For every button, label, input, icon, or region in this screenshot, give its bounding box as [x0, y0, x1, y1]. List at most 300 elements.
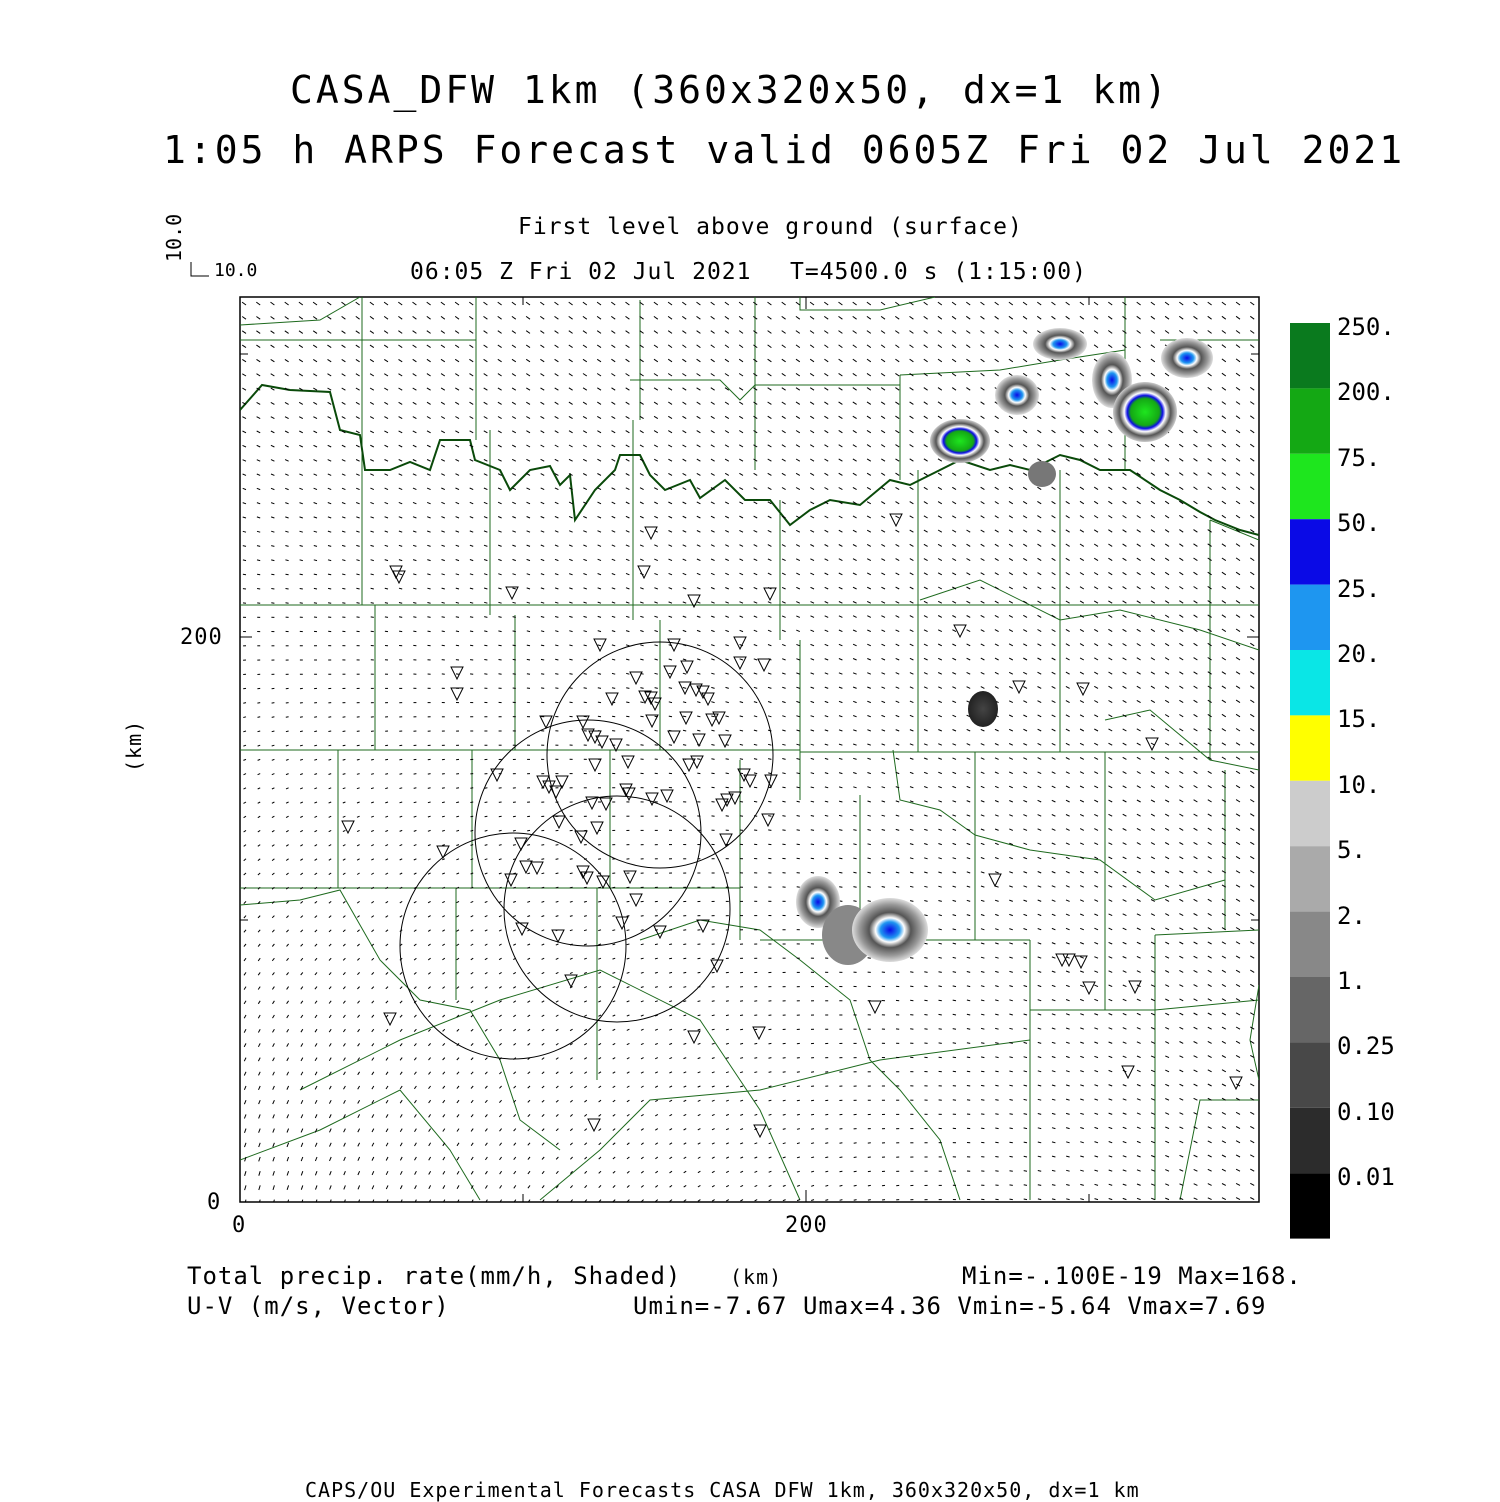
color-bar-label: 5. [1337, 836, 1366, 864]
wind-vector [1010, 1185, 1013, 1186]
wind-vector [669, 759, 672, 760]
wind-vector [442, 802, 445, 803]
wind-vector [825, 844, 828, 845]
wind-vector [343, 745, 346, 746]
wind-vector [541, 645, 544, 646]
wind-vector [442, 788, 445, 789]
wind-vector [953, 1043, 956, 1044]
wind-vector [953, 986, 956, 987]
wind-vector [627, 901, 630, 902]
wind-vector [995, 1071, 998, 1072]
wind-vector [328, 603, 331, 604]
wind-vector [513, 674, 516, 675]
wind-vector [542, 873, 545, 874]
wind-vector [712, 787, 715, 788]
wind-vector [1010, 1156, 1013, 1157]
color-bar-swatch [1290, 519, 1330, 584]
wind-vector [683, 745, 686, 746]
wind-vector [427, 603, 430, 604]
wind-vector [783, 1058, 786, 1059]
wind-vector [541, 859, 544, 860]
wind-vector [797, 844, 800, 845]
wind-vector [967, 1071, 970, 1072]
wind-vector [1010, 1100, 1013, 1101]
wind-vector [853, 887, 856, 888]
wind-vector [612, 916, 615, 917]
wind-vector [555, 688, 558, 689]
wind-vector [698, 1001, 701, 1002]
wind-vector [484, 631, 487, 632]
wind-vector [328, 731, 331, 732]
wind-vector [995, 1142, 998, 1143]
wind-vector [711, 745, 714, 746]
wind-vector [499, 830, 502, 831]
x-tick-200: 200 [785, 1213, 828, 1238]
wind-vector [967, 1014, 970, 1015]
wind-vector [811, 816, 814, 817]
wind-vector [967, 1086, 970, 1087]
wind-vector [541, 674, 544, 675]
wind-vector [584, 887, 587, 888]
wind-vector [272, 731, 275, 732]
wind-vector [555, 674, 558, 675]
wind-vector [570, 887, 573, 888]
wind-vector [797, 858, 800, 859]
wind-vector [924, 943, 927, 944]
y-axis-label: (km) [122, 720, 146, 772]
wind-vector [470, 617, 473, 618]
y-tick-200: 200 [180, 625, 223, 650]
wind-vector [754, 773, 757, 774]
color-bar-label: 10. [1337, 771, 1380, 799]
wind-vector [811, 830, 814, 831]
wind-vector [329, 759, 332, 760]
vector-ref-vertical: 10.0 [162, 214, 186, 262]
wind-vector [385, 617, 388, 618]
wind-vector [598, 916, 601, 917]
wind-vector [456, 816, 459, 817]
wind-vector [839, 872, 842, 873]
wind-vector [669, 716, 672, 717]
wind-vector [641, 944, 644, 945]
wind-vector [782, 787, 785, 788]
wind-vector [527, 659, 530, 660]
wind-vector [782, 801, 785, 802]
wind-vector [655, 730, 658, 731]
wind-vector [811, 1143, 814, 1144]
wind-vector [797, 1086, 800, 1087]
wind-vector [1024, 1185, 1027, 1186]
wind-vector [967, 1043, 970, 1044]
color-bar-swatch [1290, 585, 1330, 650]
wind-vector [442, 617, 445, 618]
wind-vector [541, 659, 544, 660]
wind-vector [797, 801, 800, 802]
wind-vector [953, 1057, 956, 1058]
wind-vector [626, 702, 629, 703]
wind-vector [683, 972, 686, 973]
wind-vector [797, 816, 800, 817]
color-bar-swatch [1290, 781, 1330, 846]
color-bar-swatch [1290, 1042, 1330, 1107]
wind-vector [342, 603, 345, 604]
color-bar-swatch [1290, 454, 1330, 519]
wind-vector [470, 631, 473, 632]
wind-vector [484, 645, 487, 646]
wind-vector [371, 774, 374, 775]
wind-vector [641, 916, 644, 917]
wind-vector [641, 958, 644, 959]
wind-vector [1024, 1199, 1027, 1200]
wind-vector [612, 901, 615, 902]
wind-vector [740, 802, 743, 803]
wind-vector [1024, 1128, 1027, 1129]
min-max-stats: Min=-.100E-19 Max=168. [962, 1262, 1302, 1290]
wind-vector [428, 631, 431, 632]
wind-vector [726, 1015, 729, 1016]
wind-vector [811, 873, 814, 874]
wind-vector [924, 1015, 927, 1016]
wind-vector [257, 574, 260, 575]
wind-vector [1038, 1199, 1041, 1200]
wind-vector [811, 1157, 814, 1158]
wind-vector [513, 830, 516, 831]
wind-vector [981, 1043, 984, 1044]
wind-vector [740, 1015, 743, 1016]
wind-vector [769, 1058, 772, 1059]
wind-vector [640, 702, 643, 703]
wind-vector [598, 901, 601, 902]
wind-vector [641, 930, 644, 931]
wind-vector [598, 702, 601, 703]
wind-vector [939, 986, 942, 987]
wind-vector [258, 731, 261, 732]
wind-vector [655, 702, 658, 703]
wind-vector [627, 944, 630, 945]
wind-vector [840, 1143, 843, 1144]
wind-vector [456, 631, 459, 632]
wind-vector [740, 1058, 743, 1059]
wind-vector [683, 730, 686, 731]
wind-vector [569, 674, 572, 675]
credit-line: CAPS/OU Experimental Forecasts CASA DFW 1km, 360x320x50, dx=1 km [305, 1478, 1140, 1502]
y-tick-0: 0 [207, 1190, 221, 1215]
wind-vector [300, 589, 303, 590]
wind-vector [797, 1114, 800, 1115]
wind-vector [385, 603, 388, 604]
wind-vector [243, 717, 246, 718]
wind-vector [840, 1171, 843, 1172]
wind-vector [853, 872, 856, 873]
wind-vector [768, 816, 771, 817]
wind-vector [669, 745, 672, 746]
wind-vector [314, 745, 317, 746]
wind-vector [655, 972, 658, 973]
wind-vector [683, 958, 686, 959]
wind-vector [839, 887, 842, 888]
wind-vector [854, 1171, 857, 1172]
wind-vector [271, 560, 274, 561]
wind-vector [612, 688, 615, 689]
wind-vector [910, 986, 913, 987]
wind-vector [825, 1114, 828, 1115]
wind-vector [854, 1185, 857, 1186]
wind-vector [924, 986, 927, 987]
color-bar-label: 75. [1337, 444, 1380, 472]
wind-vector [783, 1072, 786, 1073]
wind-vector [584, 901, 587, 902]
wind-vector [698, 958, 701, 959]
wind-vector [626, 731, 629, 732]
wind-vector [513, 816, 516, 817]
wind-vector [612, 887, 615, 888]
wind-vector [556, 845, 559, 846]
wind-vector [499, 845, 502, 846]
wind-vector [712, 972, 715, 973]
wind-vector [726, 759, 729, 760]
wind-vector [527, 830, 530, 831]
wind-vector [442, 816, 445, 817]
wind-vector [995, 1100, 998, 1101]
wind-vector [356, 588, 359, 589]
wind-vector [698, 972, 701, 973]
wind-vector [385, 759, 388, 760]
color-bar-swatch [1290, 846, 1330, 911]
color-bar-swatch [1290, 388, 1330, 453]
wind-vector [314, 731, 317, 732]
wind-vector [1010, 1128, 1013, 1129]
wind-vector [329, 745, 332, 746]
wind-vector [314, 574, 317, 575]
wind-vector [740, 787, 743, 788]
wind-vector [697, 759, 700, 760]
wind-vector [981, 1071, 984, 1072]
wind-vector [711, 759, 714, 760]
wind-vector [783, 1100, 786, 1101]
wind-vector [569, 659, 572, 660]
wind-vector [598, 887, 601, 888]
wind-vector [257, 560, 260, 561]
wind-vector [726, 787, 729, 788]
wind-vector [456, 802, 459, 803]
color-bar-label: 250. [1337, 313, 1395, 341]
wind-vector [1010, 1171, 1013, 1172]
wind-vector [1010, 1199, 1013, 1200]
wind-vector [655, 958, 658, 959]
wind-vector [371, 603, 374, 604]
wind-vector [683, 716, 686, 717]
wind-vector [527, 845, 530, 846]
wind-vector [967, 1100, 970, 1101]
wind-vector [712, 1029, 715, 1030]
wind-vector [243, 560, 246, 561]
wind-vector [697, 730, 700, 731]
color-bar-swatch [1290, 977, 1330, 1042]
wind-vector [399, 631, 402, 632]
wind-vector [385, 774, 388, 775]
wind-vector [541, 688, 544, 689]
wind-vector [782, 816, 785, 817]
wind-vector [811, 1100, 814, 1101]
wind-vector [314, 588, 317, 589]
field-label-precip: Total precip. rate(mm/h, Shaded) [187, 1262, 681, 1290]
wind-vector [456, 617, 459, 618]
wind-vector [640, 716, 643, 717]
wind-vector [371, 759, 374, 760]
wind-vector [385, 588, 388, 589]
wind-vector [953, 1029, 956, 1030]
wind-vector [513, 631, 516, 632]
wind-vector [910, 1000, 913, 1001]
wind-vector [271, 574, 274, 575]
vector-ref-horizontal: 10.0 [214, 260, 257, 281]
wind-vector [399, 759, 402, 760]
wind-vector [981, 1085, 984, 1086]
wind-vector [371, 617, 374, 618]
wind-vector [953, 1071, 956, 1072]
wind-vector [853, 901, 856, 902]
wind-vector [541, 845, 544, 846]
wind-vector [257, 703, 260, 704]
wind-vector [456, 645, 459, 646]
wind-vector [612, 716, 615, 717]
wind-vector [498, 631, 501, 632]
color-bar-swatch [1290, 650, 1330, 715]
wind-vector [825, 1143, 828, 1144]
wind-vector [1010, 1114, 1013, 1115]
color-bar-label: 1. [1337, 967, 1366, 995]
wind-vector [626, 716, 629, 717]
wind-vector [343, 731, 346, 732]
wind-vector [570, 873, 573, 874]
wind-vector [414, 774, 417, 775]
wind-vector [556, 873, 559, 874]
wind-vector [414, 788, 417, 789]
color-bar-label: 50. [1337, 509, 1380, 537]
wind-vector [854, 1157, 857, 1158]
wind-vector [258, 717, 261, 718]
wind-vector [825, 858, 828, 859]
wind-vector [1038, 1171, 1041, 1172]
wind-vector [513, 845, 516, 846]
wind-vector [882, 887, 885, 888]
wind-vector [995, 1128, 998, 1129]
wind-vector [328, 574, 331, 575]
wind-vector [471, 816, 474, 817]
color-bar-swatch [1290, 1108, 1330, 1173]
wind-vector [243, 703, 246, 704]
wind-vector [726, 1001, 729, 1002]
wind-vector [527, 859, 530, 860]
wind-vector [712, 1015, 715, 1016]
wind-vector [300, 745, 303, 746]
wind-vector [641, 731, 644, 732]
wind-vector [1024, 1142, 1027, 1143]
wind-vector [286, 731, 289, 732]
wind-vector [371, 745, 374, 746]
wind-vector [669, 958, 672, 959]
wind-vector [286, 574, 289, 575]
wind-vector [740, 1029, 743, 1030]
wind-vector [342, 588, 345, 589]
wind-vector [286, 589, 289, 590]
wind-vector [811, 1114, 814, 1115]
wind-vector [854, 1200, 857, 1201]
wind-vector [797, 1072, 800, 1073]
wind-vector [470, 802, 473, 803]
wind-vector [839, 844, 842, 845]
wind-vector [357, 617, 360, 618]
wind-vector [769, 1100, 772, 1101]
wind-vector [1010, 1142, 1013, 1143]
wind-vector [924, 972, 927, 973]
wind-vector [570, 859, 573, 860]
wind-vector [272, 703, 275, 704]
wind-vector [924, 958, 927, 959]
wind-vector [825, 1171, 828, 1172]
wind-vector [400, 788, 403, 789]
color-bar [1290, 323, 1330, 1239]
wind-vector [413, 631, 416, 632]
wind-vector [726, 1029, 729, 1030]
wind-vector [726, 1043, 729, 1044]
wind-vector [839, 858, 842, 859]
wind-vector [768, 773, 771, 774]
wind-vector [584, 674, 587, 675]
wind-vector [910, 958, 913, 959]
wind-vector [712, 987, 715, 988]
wind-vector [825, 830, 828, 831]
wind-vector [939, 1029, 942, 1030]
wind-vector [485, 816, 488, 817]
title-line-1: CASA_DFW 1km (360x320x50, dx=1 km) [290, 68, 1170, 112]
wind-vector [754, 787, 757, 788]
wind-vector [485, 802, 488, 803]
wind-vector [683, 944, 686, 945]
wind-vector [939, 1000, 942, 1001]
wind-vector [399, 617, 402, 618]
wind-vector [840, 1157, 843, 1158]
wind-vector [797, 1100, 800, 1101]
color-bar-swatch [1290, 715, 1330, 780]
field-label-wind: U-V (m/s, Vector) [187, 1292, 450, 1320]
wind-vector [698, 1015, 701, 1016]
wind-vector [783, 1114, 786, 1115]
wind-vector [527, 645, 530, 646]
color-bar-swatch [1290, 912, 1330, 977]
wind-vector [782, 844, 785, 845]
valid-time: 06:05 Z Fri 02 Jul 2021 [410, 259, 752, 285]
wind-vector [499, 816, 502, 817]
wind-vector [939, 972, 942, 973]
wind-vector [471, 830, 474, 831]
color-bar-label: 15. [1337, 705, 1380, 733]
wind-vector [428, 788, 431, 789]
level-label: First level above ground (surface) [518, 214, 1023, 240]
wind-vector [754, 1072, 757, 1073]
color-bar-swatch [1290, 323, 1330, 388]
model-time: T=4500.0 s (1:15:00) [790, 259, 1087, 285]
wind-vector [314, 603, 317, 604]
wind-vector [627, 930, 630, 931]
wind-vector [953, 1000, 956, 1001]
wind-vector [300, 717, 303, 718]
wind-vector [570, 688, 573, 689]
wind-vector [272, 717, 275, 718]
wind-vector [726, 773, 729, 774]
wind-vector [371, 588, 374, 589]
wind-vector [513, 659, 516, 660]
